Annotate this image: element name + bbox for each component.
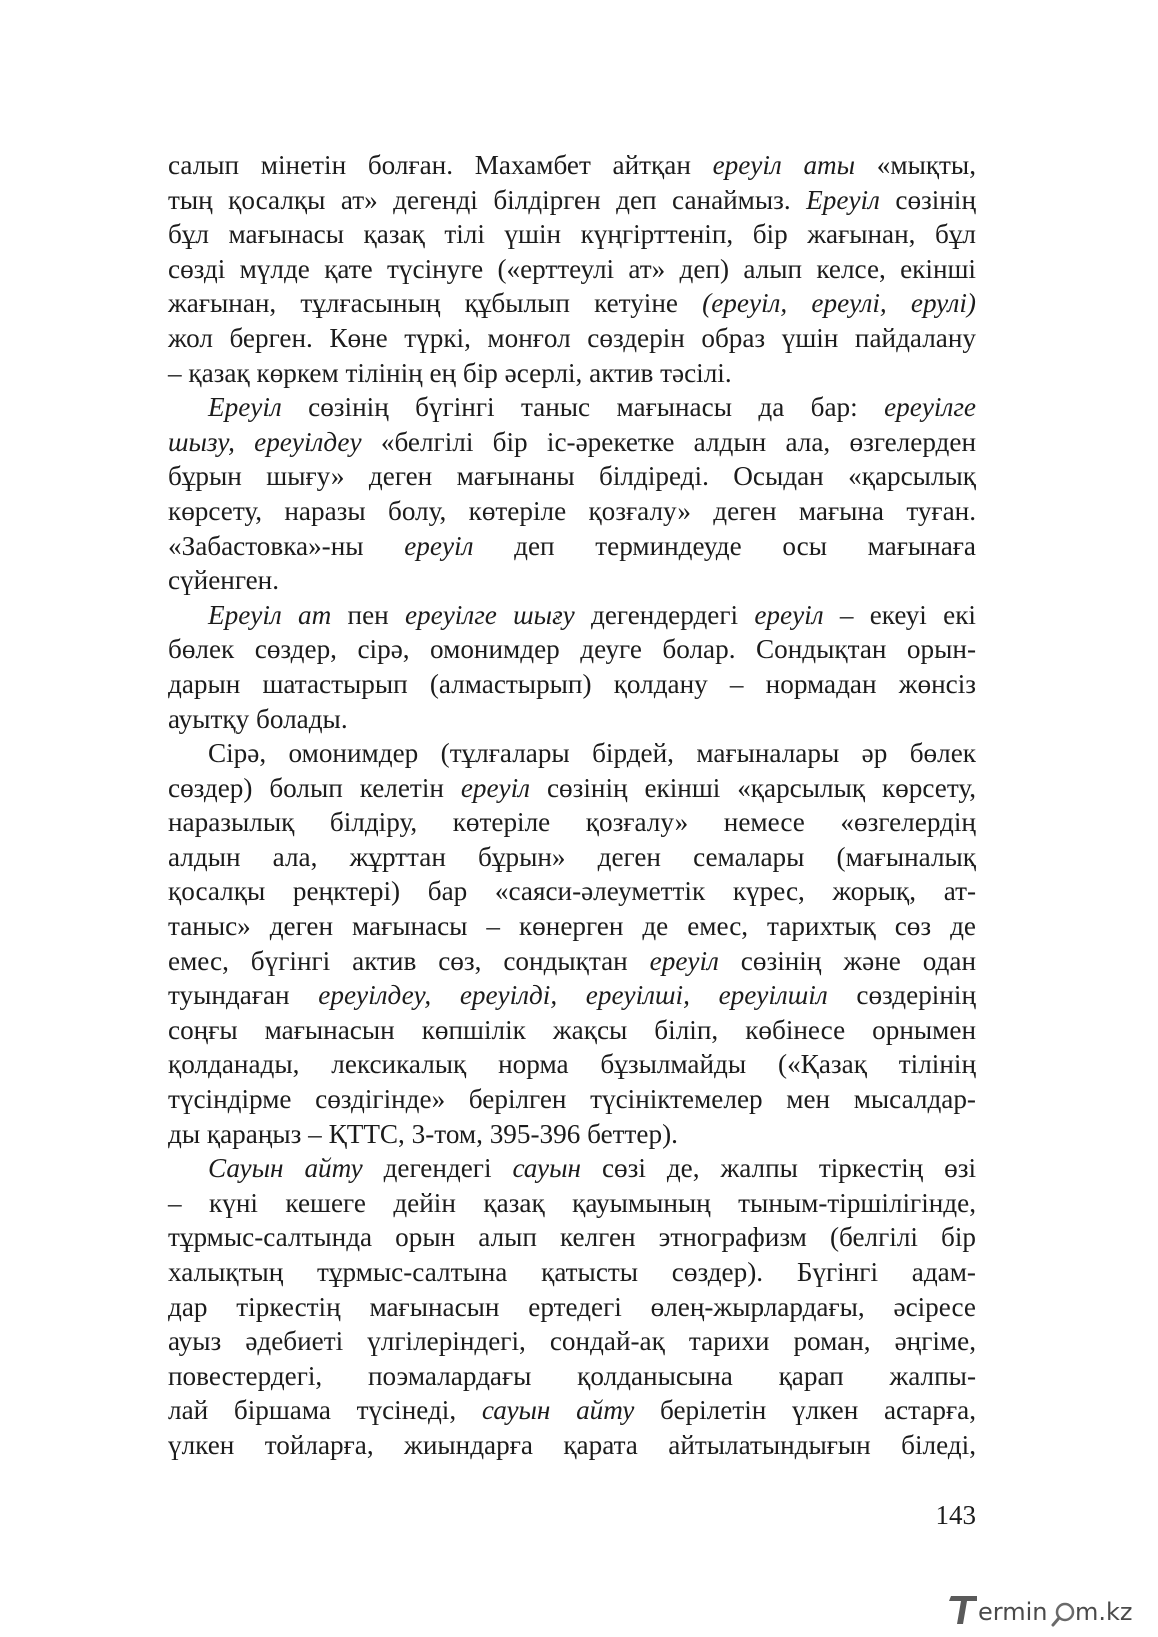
text-line [168,1117,976,1152]
italic-term: Сауын айту [208,1153,363,1184]
text-line [168,598,976,633]
text-line [168,148,976,183]
text-run: таныс» деген мағынасы – көнерген де емес, тарихтық сөз де [168,911,976,942]
text-run: – екеуі екі [823,599,976,630]
text-run: сөздер) болып келетін [168,772,461,803]
text-run: бұл мағынасы қазақ тілі үшін күңгірттеніп, бір жағынан, бұл [168,219,976,250]
italic-term: ереуіл [460,772,531,803]
text-line [168,252,976,287]
text-run: бөлек сөздер, сірә, омонимдер деуге болар. Сондықтан орын- [168,634,976,665]
italic-term: ереуілдеу, ереуілді, ереуілші, ереуілшіл [318,980,828,1011]
text-line [168,667,976,702]
text-line [168,1186,976,1221]
text-line [168,978,976,1013]
text-line [168,1428,976,1463]
text-run: тың қосалқы ат» дегенді білдірген деп санаймыз. [168,184,807,215]
text-run: жол берген. Көне түркі, монғол сөздерін образ үшін пайдалану [168,322,976,353]
text-run: салып мінетін болған. Махамбет айтқан [168,150,713,180]
text-run: ауыз әдебиеті үлгілеріндегі, сондай-ақ тарихи роман, әңгіме, [168,1326,976,1357]
italic-term: ереуіл [754,599,824,630]
text-run: сөздерінің [827,980,976,1011]
termincom-logo-icon [945,1588,1145,1630]
text-run: ды қараңыз – ҚТТС, 3-том, 395-396 беттер). [168,1118,678,1149]
text-run: повестердегі, поэмалардағы қолданысына қарап жалпы- [168,1360,976,1391]
text-run: Сірә, омонимдер (тұлғалары бірдей, мағыналары әр бөлек [208,738,976,769]
text-run: сөзінің екінші «қарсылық көрсету, [530,772,977,803]
text-line [168,1359,976,1394]
text-line [168,425,976,460]
italic-term: Ереуіл ат [208,599,332,630]
text-run: сөзінің [879,184,976,215]
text-run: «мықты, [855,150,976,180]
text-run: емес, бүгінгі актив сөз, сондықтан [168,945,650,976]
text-line [168,632,976,667]
text-line [168,563,976,598]
text-line [168,909,976,944]
text-run: лай біршама түсінеді, [168,1395,482,1426]
text-line [168,771,976,806]
text-run: көрсету, наразы болу, көтеріле қозғалу» деген мағына туған. [168,495,976,526]
italic-term: сауын айту [481,1395,635,1426]
text-run: сөзінің және одан [718,945,976,976]
text-line [168,356,976,391]
text-run: наразылық білдіру, көтеріле қозғалу» немесе «өзгелердің [168,807,976,838]
text-run: үлкен тойларға, жиындарға қарата айтылатындығын біледі, [168,1429,976,1460]
text-line [168,1013,976,1048]
body-text [168,148,976,1463]
text-line [168,1393,976,1428]
italic-term: ереуіл аты [712,150,856,180]
text-run: сүйенген. [168,565,280,596]
text-run: алдын ала, жұрттан бұрын» деген семалары (мағыналық [168,841,976,872]
italic-term: ереуіл [649,945,719,976]
text-run: пен [331,599,405,630]
italic-term: ереуіл [404,530,474,561]
italic-term: (ереуіл, ереулі, ерулі) [702,288,976,319]
text-run: деп терминдеуде осы мағынаға [473,530,976,561]
text-run: – қазақ көркем тілінің ең бір әсерлі, актив тәсілі. [168,357,732,388]
text-line [168,1220,976,1255]
italic-term: ереуілге [884,392,976,423]
italic-term: сауын [512,1153,582,1184]
text-line [168,840,976,875]
text-line [168,1047,976,1082]
text-run: дегендегі [362,1153,513,1184]
text-line [168,494,976,529]
text-run: дар тіркестің мағынасын ертедегі өлең-жырлардағы, әсіресе [168,1291,976,1322]
text-run: туындаған [168,980,319,1011]
text-run: сөзінің бүгінгі таныс мағынасы да бар: [281,392,885,423]
text-line [168,459,976,494]
text-line [168,286,976,321]
text-run: дегендердегі [574,599,755,630]
text-line [168,217,976,252]
text-run: берілетін үлкен астарға, [634,1395,977,1426]
italic-term: шызу, ереуілдеу [168,426,362,457]
text-run: бұрын шығу» деген мағынаны білдіреді. Осыдан «қарсылық [168,461,976,492]
italic-term: ереуілге шығу [404,599,575,630]
svg-text:ermin: ermin [978,1598,1048,1626]
text-line [168,736,976,771]
page-number: 143 [935,1500,976,1530]
text-line [168,944,976,979]
text-run: қолданады, лексикалық норма бұзылмайды («Қазақ тілінің [168,1049,976,1080]
text-line [168,1290,976,1325]
text-line [168,321,976,356]
text-line [168,1324,976,1359]
text-line [168,183,976,218]
text-run: жағынан, тұлғасының құбылып кетуіне [168,288,703,319]
text-line [168,874,976,909]
text-run: қосалқы реңктері) бар «саяси-әлеуметтік күрес, жорық, ат- [168,876,976,907]
text-run: «белгілі бір іс-әрекетке алдын ала, өзгелерден [361,426,976,457]
italic-term: Ереуіл [806,184,880,215]
text-line [168,529,976,564]
text-line [168,1082,976,1117]
text-run: сөзі де, жалпы тіркестің өзі [581,1153,977,1184]
italic-term: Ереуіл [208,392,282,423]
text-run: соңғы мағынасын көпшілік жақсы біліп, көбінесе орнымен [168,1014,976,1045]
text-run: дарын шатастырып (алмастырып) қолдану – нормадан жөнсіз [168,668,976,699]
text-line [168,805,976,840]
text-line [168,1255,976,1290]
text-line [168,390,976,425]
watermark-logo [945,1588,1145,1630]
text-run: ауытқу болады. [168,703,348,734]
text-run: сөзді мүлде қате түсінуге («ерттеулі ат» деп) алып келсе, екінші [168,253,976,284]
svg-text:m.kz: m.kz [1075,1598,1133,1626]
text-run: түсіндірме сөздігінде» берілген түсініктемелер мен мысалдар- [168,1084,976,1115]
text-line [168,1151,976,1186]
text-run: «Забастовка»-ны [168,530,405,561]
text-run: – күні кешеге дейін қазақ қауымының тыным-тіршілігінде, [168,1187,976,1218]
text-line [168,702,976,737]
text-run: халықтың тұрмыс-салтына қатысты сөздер). Бүгінгі адам- [168,1257,976,1287]
text-run: тұрмыс-салтында орын алып келген этнографизм (белгілі бір [168,1222,976,1253]
